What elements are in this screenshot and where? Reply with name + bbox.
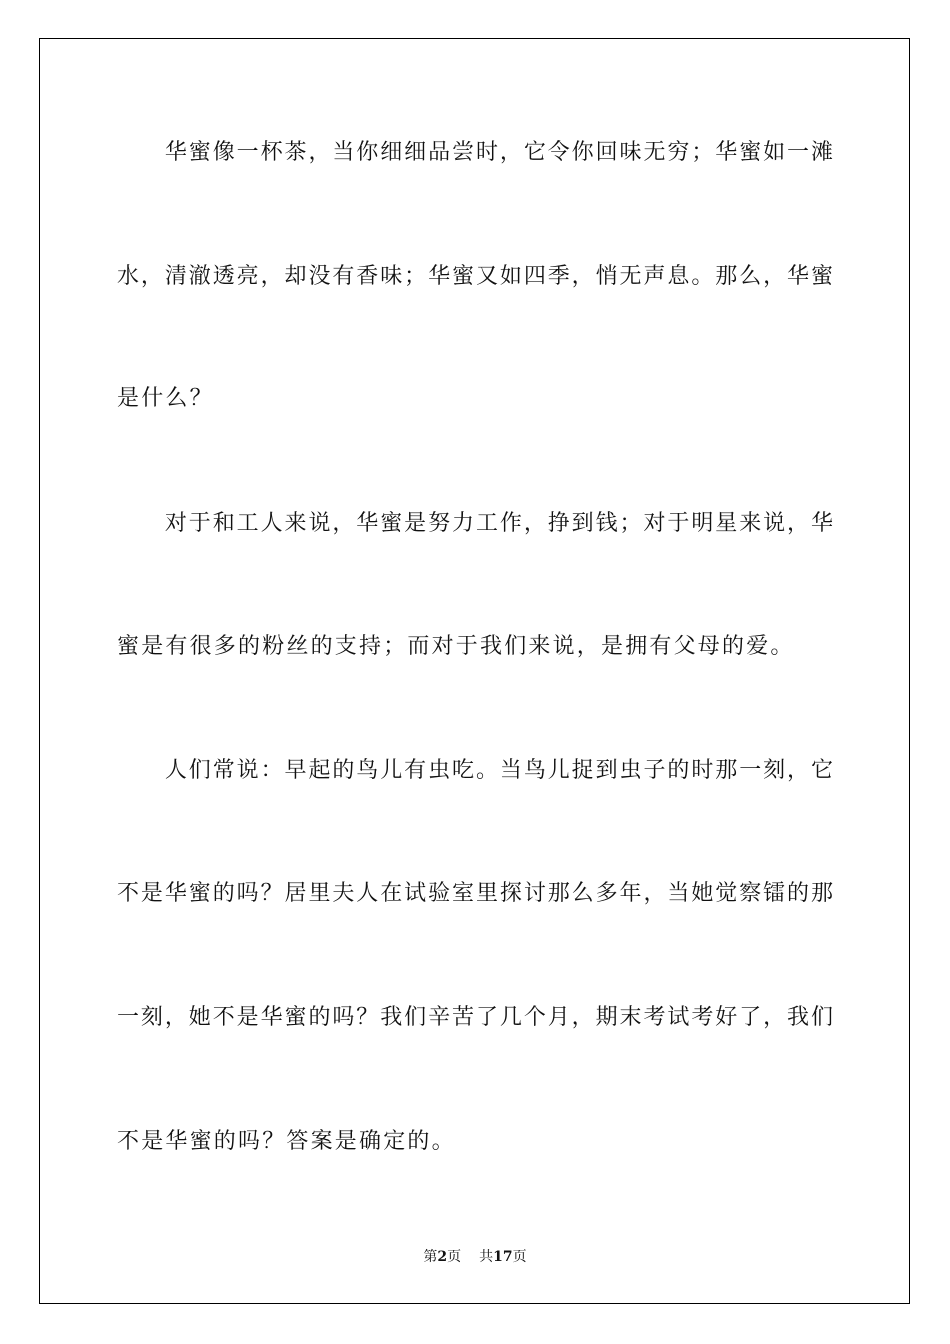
paragraph-1-line-3: 是什么？: [117, 386, 214, 411]
paragraph-3-line-2: 不是华蜜的吗？居里夫人在试验室里探讨那么多年，当她觉察镭的那: [117, 881, 833, 906]
page-prefix: 第: [423, 1249, 438, 1265]
paragraph-2-line-2: 蜜是有很多的粉丝的支持；而对于我们来说，是拥有父母的爱。: [117, 634, 795, 659]
page-footer: [0, 1248, 950, 1266]
page-border: [39, 38, 910, 1304]
total-page-count: 17: [493, 1249, 513, 1265]
current-page-number: 2: [437, 1249, 448, 1265]
paragraph-3-line-3: 一刻，她不是华蜜的吗？我们辛苦了几个月，期末考试考好了，我们: [117, 1005, 833, 1030]
total-prefix: 共: [479, 1249, 494, 1265]
paragraph-2-line-1: 对于和工人来说，华蜜是努力工作，挣到钱；对于明星来说，华: [117, 511, 833, 536]
page-suffix: 页: [447, 1249, 462, 1265]
paragraph-3-line-4: 不是华蜜的吗？答案是确定的。: [117, 1129, 456, 1154]
total-suffix: 页: [512, 1249, 527, 1265]
paragraph-1-line-2: 水，清澈透亮，却没有香味；华蜜又如四季，悄无声息。那么，华蜜: [117, 264, 833, 289]
paragraph-3-line-1: 人们常说：早起的鸟儿有虫吃。当鸟儿捉到虫子的时那一刻，它: [117, 758, 833, 783]
paragraph-1-line-1: 华蜜像一杯茶，当你细细品尝时，它令你回味无穷；华蜜如一滩: [117, 140, 833, 165]
